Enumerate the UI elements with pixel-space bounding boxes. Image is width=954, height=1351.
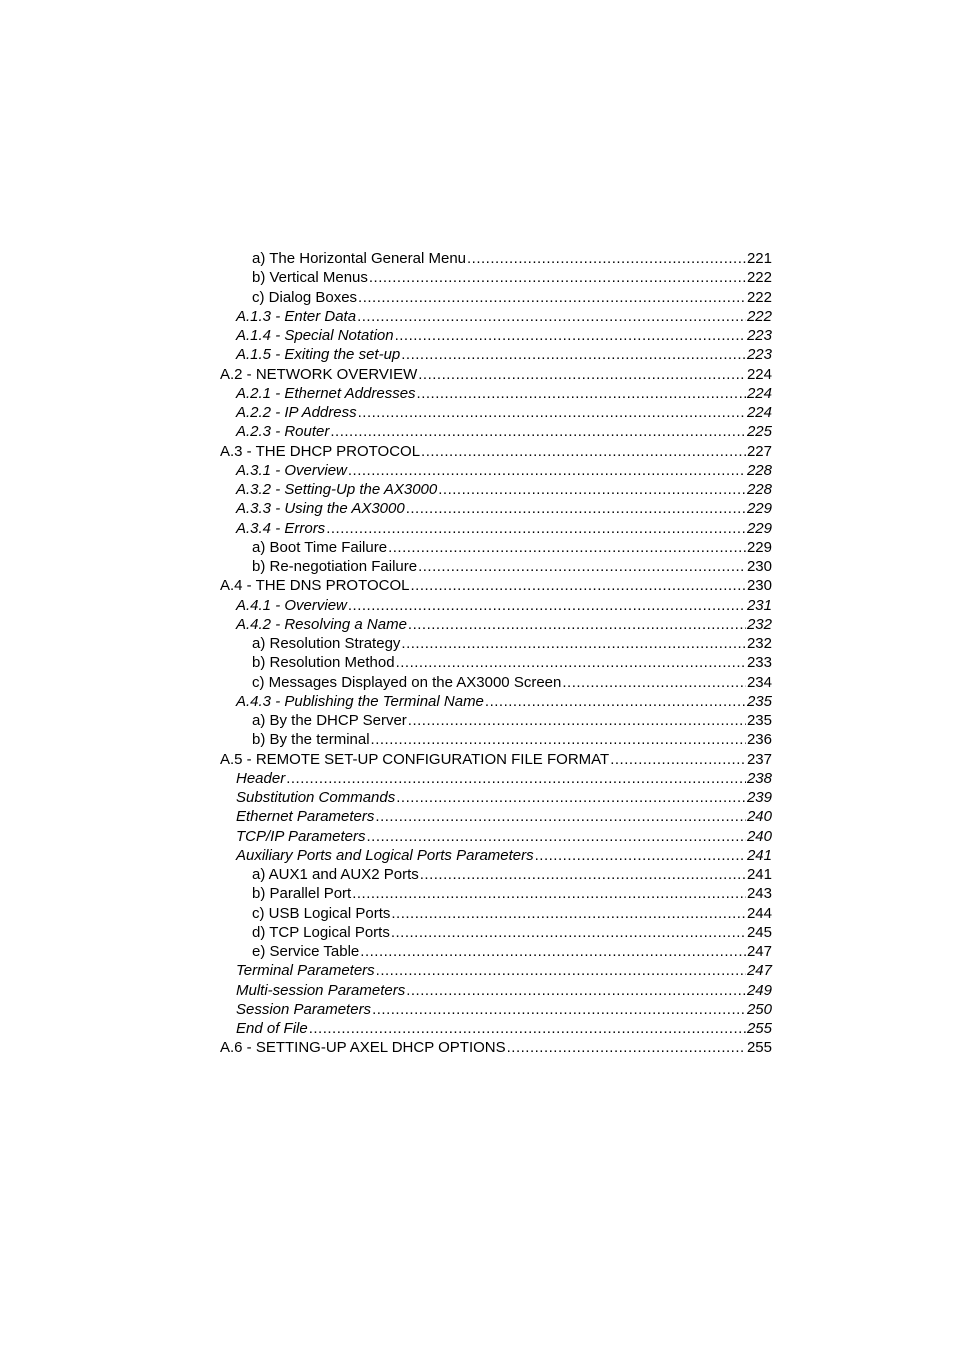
- toc-entry[interactable]: [220, 442, 772, 461]
- toc-entry[interactable]: [220, 807, 772, 826]
- toc-entry-title: b) Parallel Port: [252, 885, 352, 903]
- toc-entry-title: A.2 - NETWORK OVERVIEW: [220, 365, 418, 383]
- toc-entry[interactable]: [220, 904, 772, 923]
- toc-entry[interactable]: [220, 865, 772, 884]
- toc-dot-leader: [391, 923, 746, 942]
- toc-entry-title: a) Boot Time Failure: [252, 538, 388, 556]
- toc-entry-page-number: 228: [746, 481, 772, 498]
- toc-dot-leader: [369, 268, 746, 287]
- toc-dot-leader: [396, 788, 746, 807]
- toc-dot-leader: [372, 1000, 746, 1019]
- toc-entry-page-number: 250: [746, 1000, 772, 1018]
- toc-entry-page-number: 249: [746, 981, 772, 999]
- toc-entry-page-number: 240: [746, 808, 772, 826]
- toc-entry-page-number: 247: [746, 943, 772, 960]
- toc-entry[interactable]: [220, 1038, 772, 1057]
- toc-entry-page-number: 240: [746, 827, 772, 845]
- toc-entry-page-number: 239: [746, 789, 772, 806]
- toc-entry[interactable]: [220, 288, 772, 307]
- toc-entry-title: A.2.3 - Router: [236, 423, 330, 441]
- toc-entry-title: Auxiliary Ports and Logical Ports Parameters: [236, 846, 534, 864]
- toc-entry[interactable]: [220, 307, 772, 326]
- toc-dot-leader: [357, 307, 746, 326]
- toc-dot-leader: [438, 480, 746, 499]
- toc-dot-leader: [309, 1019, 746, 1038]
- toc-entry[interactable]: [220, 403, 772, 422]
- toc-dot-leader: [408, 615, 746, 634]
- toc-entry[interactable]: [220, 499, 772, 518]
- toc-entry-title: c) Messages Displayed on the AX3000 Screen: [252, 673, 562, 691]
- toc-entry-page-number: 222: [746, 269, 772, 287]
- toc-entry-page-number: 230: [746, 558, 772, 575]
- toc-entry-page-number: 229: [746, 538, 772, 556]
- toc-entry[interactable]: [220, 519, 772, 538]
- toc-dot-leader: [417, 384, 746, 403]
- toc-entry-title: A.1.3 - Enter Data: [236, 307, 357, 325]
- toc-entry-page-number: 236: [746, 731, 772, 749]
- toc-entry[interactable]: [220, 711, 772, 730]
- toc-dot-leader: [408, 711, 746, 730]
- toc-entry[interactable]: [220, 769, 772, 788]
- toc-entry-title: A.5 - REMOTE SET-UP CONFIGURATION FILE FORMAT: [220, 750, 610, 768]
- toc-entry-page-number: 231: [746, 596, 772, 614]
- toc-entry-title: d) TCP Logical Ports: [252, 923, 390, 941]
- toc-entry-page-number: 243: [746, 885, 772, 903]
- toc-dot-leader: [371, 730, 746, 749]
- toc-entry-title: Multi-session Parameters: [236, 981, 406, 999]
- toc-entry[interactable]: [220, 326, 772, 345]
- toc-entry-page-number: 241: [746, 866, 772, 883]
- toc-dot-leader: [401, 345, 746, 364]
- toc-entry-title: A.3.3 - Using the AX3000: [236, 500, 405, 518]
- toc-dot-leader: [395, 326, 746, 345]
- toc-entry[interactable]: [220, 827, 772, 846]
- toc-entry-page-number: 222: [746, 288, 772, 306]
- toc-entry-page-number: 222: [746, 307, 772, 325]
- toc-dot-leader: [507, 1038, 746, 1057]
- toc-entry[interactable]: [220, 1019, 772, 1038]
- toc-dot-leader: [396, 653, 746, 672]
- toc-entry-title: a) Resolution Strategy: [252, 635, 401, 652]
- toc-dot-leader: [326, 519, 746, 538]
- toc-entry[interactable]: [220, 538, 772, 557]
- toc-dot-leader: [406, 499, 746, 518]
- toc-entry-page-number: 233: [746, 654, 772, 672]
- toc-entry-title: A.3.1 - Overview: [236, 461, 347, 479]
- toc-entry[interactable]: [220, 750, 772, 769]
- toc-entry[interactable]: [220, 692, 772, 711]
- toc-entry[interactable]: [220, 576, 772, 595]
- toc-dot-leader: [535, 846, 746, 865]
- toc-dot-leader: [366, 827, 745, 846]
- toc-entry[interactable]: [220, 981, 772, 1000]
- toc-entry-title: A.4 - THE DNS PROTOCOL: [220, 577, 410, 595]
- toc-entry-title: End of File: [236, 1020, 308, 1037]
- toc-dot-leader: [348, 461, 746, 480]
- toc-entry-page-number: 223: [746, 346, 772, 364]
- toc-entry-title: A.2.2 - IP Address: [236, 404, 357, 421]
- toc-entry-title: A.3.2 - Setting-Up the AX3000: [236, 481, 438, 498]
- toc-entry-title: A.1.5 - Exiting the set-up: [236, 346, 401, 364]
- toc-entry[interactable]: [220, 846, 772, 865]
- toc-entry-title: A.3.4 - Errors: [236, 519, 326, 537]
- toc-dot-leader: [411, 576, 746, 595]
- toc-dot-leader: [406, 981, 746, 1000]
- table-of-contents: [220, 249, 772, 1058]
- toc-entry-title: Substitution Commands: [236, 789, 396, 806]
- toc-dot-leader: [610, 750, 746, 769]
- toc-entry[interactable]: [220, 942, 772, 961]
- toc-entry-title: A.6 - SETTING-UP AXEL DHCP OPTIONS: [220, 1039, 506, 1057]
- toc-dot-leader: [348, 596, 746, 615]
- toc-entry-title: Ethernet Parameters: [236, 808, 375, 826]
- toc-entry[interactable]: [220, 480, 772, 499]
- toc-entry-title: c) Dialog Boxes: [252, 288, 358, 306]
- toc-entry-page-number: 244: [746, 904, 772, 922]
- toc-entry-page-number: 229: [746, 519, 772, 537]
- toc-entry-page-number: 255: [746, 1039, 772, 1057]
- toc-entry-page-number: 224: [746, 404, 772, 421]
- toc-entry-page-number: 247: [746, 962, 772, 980]
- toc-entry-title: TCP/IP Parameters: [236, 827, 366, 845]
- toc-entry-title: a) The Horizontal General Menu: [252, 250, 466, 267]
- toc-dot-leader: [467, 249, 746, 268]
- toc-entry-page-number: 225: [746, 423, 772, 441]
- toc-entry[interactable]: [220, 923, 772, 942]
- toc-dot-leader: [485, 692, 746, 711]
- toc-dot-leader: [418, 365, 746, 384]
- toc-entry[interactable]: [220, 653, 772, 672]
- toc-dot-leader: [358, 403, 746, 422]
- toc-dot-leader: [352, 884, 746, 903]
- toc-entry[interactable]: [220, 557, 772, 576]
- toc-entry-page-number: 227: [746, 442, 772, 460]
- toc-dot-leader: [375, 807, 746, 826]
- toc-dot-leader: [420, 865, 746, 884]
- toc-entry-title: b) Vertical Menus: [252, 269, 368, 287]
- toc-entry[interactable]: [220, 615, 772, 634]
- toc-entry-title: b) By the terminal: [252, 731, 370, 749]
- toc-entry-title: e) Service Table: [252, 943, 360, 960]
- toc-entry-title: A.4.1 - Overview: [236, 596, 347, 614]
- toc-dot-leader: [562, 673, 746, 692]
- toc-entry-title: c) USB Logical Ports: [252, 904, 391, 922]
- toc-entry-title: b) Resolution Method: [252, 654, 395, 672]
- toc-dot-leader: [358, 288, 746, 307]
- toc-entry-title: b) Re-negotiation Failure: [252, 558, 418, 575]
- toc-entry-page-number: 232: [746, 635, 772, 652]
- toc-entry-title: A.3 - THE DHCP PROTOCOL: [220, 442, 421, 460]
- toc-entry[interactable]: [220, 384, 772, 403]
- toc-dot-leader: [286, 769, 746, 788]
- toc-entry[interactable]: [220, 422, 772, 441]
- toc-entry-page-number: 230: [746, 577, 772, 595]
- toc-entry-page-number: 241: [746, 846, 772, 864]
- toc-entry-title: a) AUX1 and AUX2 Ports: [252, 866, 419, 883]
- toc-entry[interactable]: [220, 673, 772, 692]
- toc-entry[interactable]: [220, 1000, 772, 1019]
- toc-entry[interactable]: [220, 788, 772, 807]
- toc-entry[interactable]: [220, 730, 772, 749]
- toc-dot-leader: [418, 557, 746, 576]
- toc-entry-page-number: 245: [746, 923, 772, 941]
- toc-entry-page-number: 232: [746, 615, 772, 633]
- toc-entry[interactable]: [220, 961, 772, 980]
- toc-entry-page-number: 238: [746, 769, 772, 787]
- toc-entry[interactable]: [220, 634, 772, 653]
- toc-dot-leader: [388, 538, 746, 557]
- toc-entry[interactable]: [220, 365, 772, 384]
- toc-entry-title: Session Parameters: [236, 1000, 372, 1018]
- toc-dot-leader: [376, 961, 746, 980]
- toc-entry-title: A.4.3 - Publishing the Terminal Name: [236, 692, 484, 710]
- toc-dot-leader: [421, 442, 746, 461]
- toc-entry[interactable]: [220, 249, 772, 268]
- toc-entry[interactable]: [220, 268, 772, 287]
- toc-entry-page-number: 255: [746, 1020, 772, 1037]
- toc-entry[interactable]: [220, 345, 772, 364]
- toc-entry-title: Header: [236, 769, 286, 787]
- toc-entry-page-number: 221: [746, 250, 772, 267]
- toc-entry-page-number: 224: [746, 365, 772, 383]
- toc-entry-title: a) By the DHCP Server: [252, 712, 407, 729]
- toc-entry-page-number: 228: [746, 461, 772, 479]
- toc-entry-title: Terminal Parameters: [236, 962, 375, 980]
- toc-entry[interactable]: [220, 884, 772, 903]
- toc-entry-page-number: 229: [746, 500, 772, 518]
- toc-entry-page-number: 223: [746, 327, 772, 344]
- toc-entry[interactable]: [220, 596, 772, 615]
- toc-dot-leader: [330, 422, 746, 441]
- toc-entry-page-number: 235: [746, 692, 772, 710]
- toc-entry[interactable]: [220, 461, 772, 480]
- toc-entry-title: A.4.2 - Resolving a Name: [236, 615, 407, 633]
- toc-dot-leader: [391, 904, 746, 923]
- toc-entry-page-number: 234: [746, 673, 772, 691]
- toc-entry-page-number: 237: [746, 750, 772, 768]
- toc-dot-leader: [401, 634, 746, 653]
- toc-entry-page-number: 224: [746, 384, 772, 402]
- toc-entry-title: A.1.4 - Special Notation: [236, 327, 394, 344]
- toc-dot-leader: [360, 942, 746, 961]
- toc-entry-page-number: 235: [746, 712, 772, 729]
- toc-entry-title: A.2.1 - Ethernet Addresses: [236, 384, 416, 402]
